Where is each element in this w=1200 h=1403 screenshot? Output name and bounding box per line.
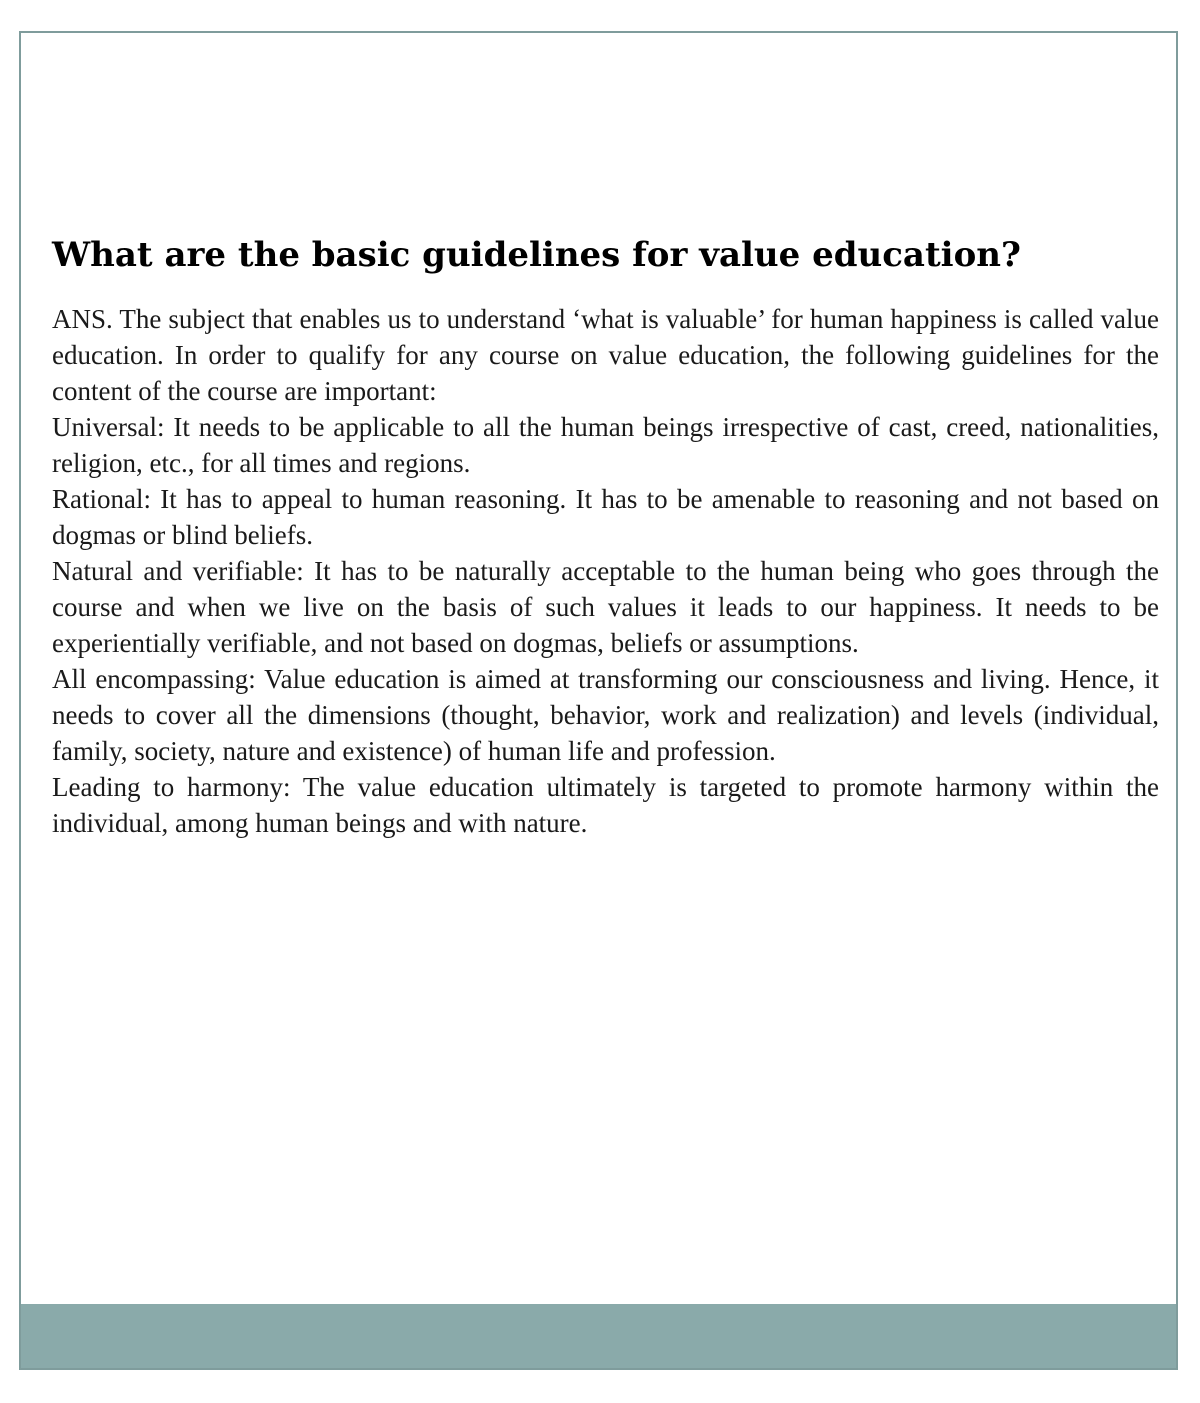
answer-paragraph: ANS. The subject that enables us to understand ‘what is valuable’ for human happiness is called value education. In order to qualify for any course on value education, the following guidelines for the content of the course are important:: [52, 304, 1159, 406]
guideline-all-encompassing: All encompassing: Value education is aimed at transforming our consciousness and living. Hence, it needs to cover all the dimensions (thought, behavior, work and realization) and levels (individual, family, society, nature and existence) of human life and profession.: [52, 664, 1159, 766]
slide-frame: [19, 31, 1178, 1370]
guideline-universal: Universal: It needs to be applicable to all the human beings irrespective of cast, creed, nationalities, religion, etc., for all times and regions.: [52, 412, 1159, 478]
answer-body: [52, 301, 1159, 841]
guideline-leading-to-harmony: Leading to harmony: The value education ultimately is targeted to promote harmony within the individual, among human beings and with nature.: [52, 772, 1159, 838]
footer-bar: [21, 1304, 1176, 1368]
guideline-natural-verifiable: Natural and verifiable: It has to be naturally acceptable to the human being who goes through the course and when we live on the basis of such values it leads to our happiness. It needs to be experientially verifiable, and not based on dogmas, beliefs or assumptions.: [52, 556, 1159, 658]
slide-content: [52, 231, 1159, 841]
guideline-rational: Rational: It has to appeal to human reasoning. It has to be amenable to reasoning and not based on dogmas or blind beliefs.: [52, 484, 1159, 550]
page-title: What are the basic guidelines for value education?: [52, 235, 1021, 275]
